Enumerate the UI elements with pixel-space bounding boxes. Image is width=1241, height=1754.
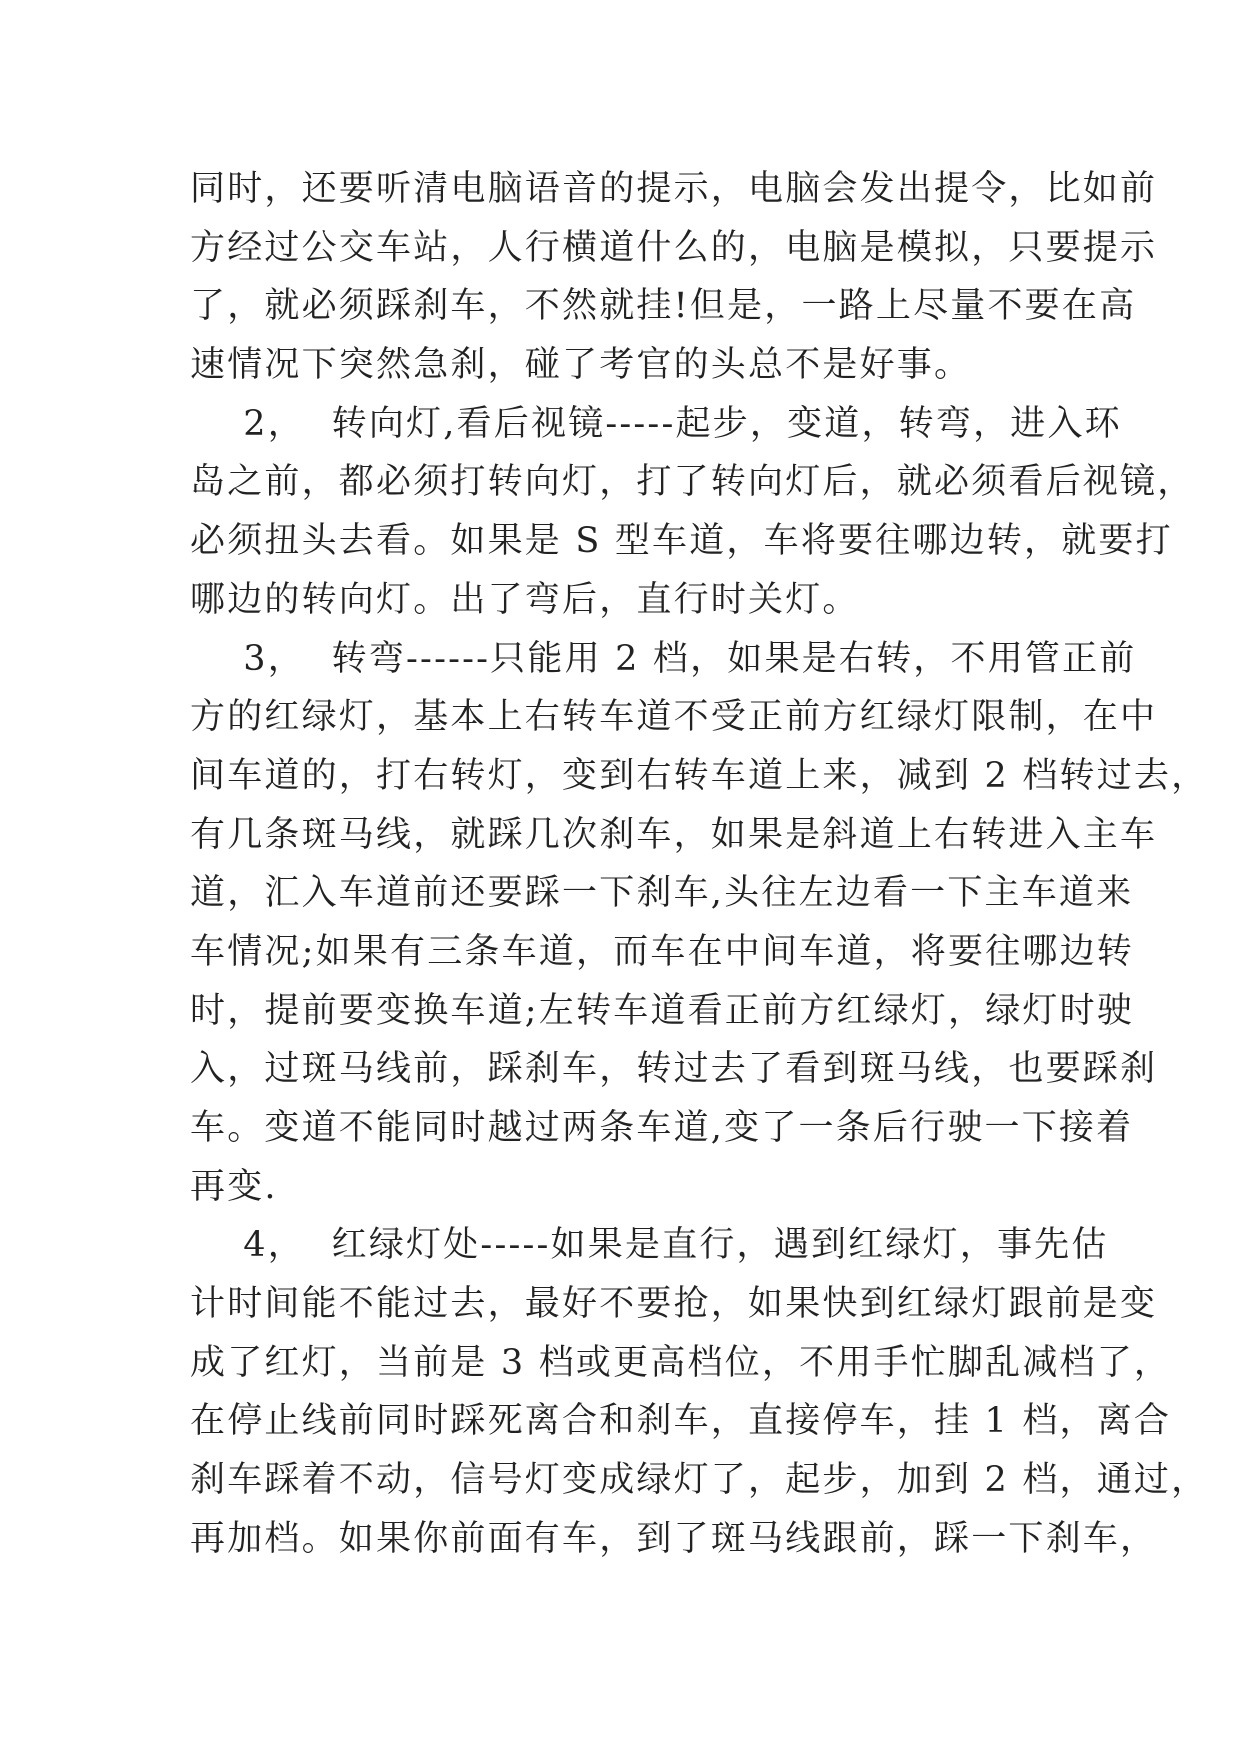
text-line: 哪边的转向灯。出了弯后，直行时关灯。 xyxy=(190,579,860,620)
text-line: 计时间能不能过去，最好不要抢，如果快到红绿灯跟前是变 xyxy=(190,1284,1158,1325)
text-line: 入，过斑马线前，踩刹车，转过去了看到斑马线，也要踩刹 xyxy=(190,1049,1158,1090)
text-line: 车情况;如果有三条车道，而车在中间车道，将要往哪边转 xyxy=(190,931,1134,972)
text-line: 再加档。如果你前面有车，到了斑马线跟前，踩一下刹车， xyxy=(190,1518,1158,1559)
text-line: 有几条斑马线，就踩几次刹车，如果是斜道上右转进入主车 xyxy=(190,814,1158,855)
text-line: 2， 转向灯,看后视镜-----起步，变道，转弯，进入环 xyxy=(190,403,1122,444)
text-line: 方经过公交车站，人行横道什么的，电脑是模拟，只要提示 xyxy=(190,227,1158,268)
text-line: 同时，还要听清电脑语音的提示，电脑会发出提令，比如前 xyxy=(190,169,1158,209)
text-line: 3， 转弯------只能用 2 档，如果是右转，不用管正前 xyxy=(190,638,1137,679)
text-line: 间车道的，打右转灯，变到右转车道上来，减到 2 档转过去， xyxy=(190,755,1209,796)
text-line: 速情况下突然急刹，碰了考官的头总不是好事。 xyxy=(190,345,972,386)
body-text xyxy=(190,160,1209,1569)
text-line: 成了红灯，当前是 3 档或更高档位，不用手忙脚乱减档了， xyxy=(190,1342,1172,1383)
text-line: 方的红绿灯，基本上右转车道不受正前方红绿灯限制，在中 xyxy=(190,697,1158,738)
text-line: 必须扭头去看。如果是 S 型车道，车将要往哪边转，就要打 xyxy=(190,521,1173,562)
text-line: 再变. xyxy=(190,1166,278,1207)
text-line: 车。变道不能同时越过两条车道,变了一条后行驶一下接着 xyxy=(190,1108,1134,1148)
text-line: 道，汇入车道前还要踩一下刹车,头往左边看一下主车道来 xyxy=(190,873,1134,914)
text-line: 刹车踩着不动，信号灯变成绿灯了，起步，加到 2 档，通过， xyxy=(190,1460,1209,1501)
text-line: 岛之前，都必须打转向灯，打了转向灯后，就必须看后视镜， xyxy=(190,462,1195,503)
text-line: 了，就必须踩刹车，不然就挂!但是，一路上尽量不要在高 xyxy=(190,286,1137,327)
text-line: 在停止线前同时踩死离合和刹车，直接停车，挂 1 档，离合 xyxy=(190,1401,1172,1442)
text-line: 时，提前要变换车道;左转车道看正前方红绿灯，绿灯时驶 xyxy=(190,990,1134,1031)
text-line: 4， 红绿灯处-----如果是直行，遇到红绿灯，事先估 xyxy=(190,1225,1109,1266)
